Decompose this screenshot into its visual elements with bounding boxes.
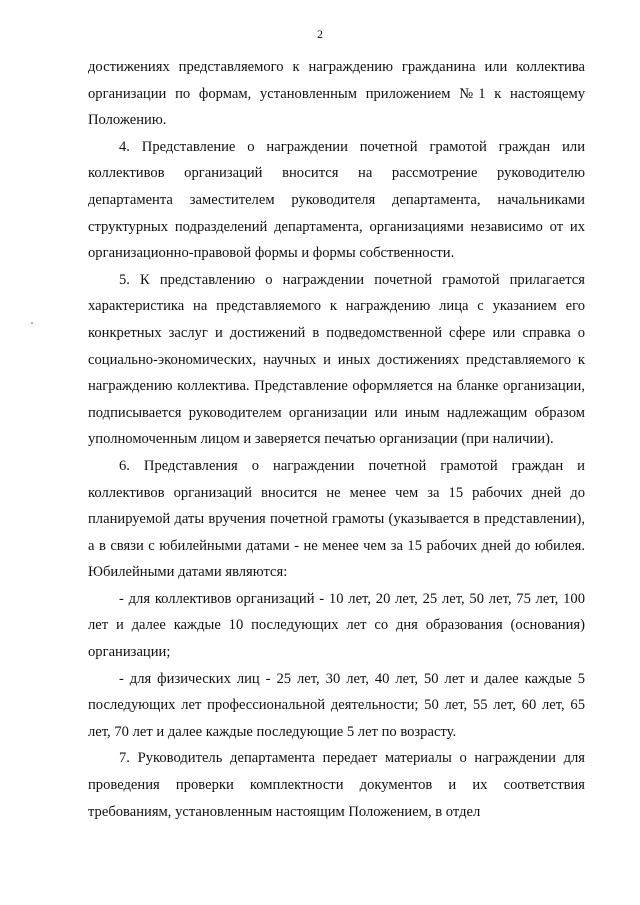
page-number: 2 [317, 27, 323, 41]
list-item-individuals: - для физических лиц - 25 лет, 30 лет, 40 лет, 50 лет и далее каждые 5 последующих лет профессиональной деятельности; 50 лет, 55 лет, 60 лет, 65 лет, 70 лет и далее каждые последующие 5 лет по возрасту. [88, 670, 585, 740]
paragraph-continuation: достижениях представляемого к награждению гражданина или коллектива организации по формам, установленным приложением №1 к настоящему Положению. [88, 59, 585, 129]
paragraph-item-7: 7. Руководитель департамента передает материалы о награждении для проведения проверки комплектности документов и их соответствия требованиям, установленным настоящим Положением, в отдел [88, 750, 585, 820]
margin-mark [31, 322, 33, 324]
document-body [88, 54, 585, 825]
paragraph-item-5: 5. К представлению о награждении почетной грамотой прилагается характеристика на представляемого к награждению лица с указанием его конкретных заслуг и достижений в подведомственной сфере или справка о социально-экономических, научных и иных достижениях представляемого к награждению коллектива. Представление оформляется на бланке организации, подписывается руководителем организации или иным надлежащим образом уполномоченным лицом и заверяется печатью организации (при наличии). [88, 271, 585, 448]
list-item-organizations: - для коллективов организаций - 10 лет, 20 лет, 25 лет, 50 лет, 75 лет, 100 лет и далее каждые 10 последующих лет со дня образования (основания) организации; [88, 590, 585, 661]
paragraph-item-4: 4. Представление о награждении почетной грамотой граждан или коллективов организаций вносится на рассмотрение руководителю департамента заместителем руководителя департамента, начальниками структурных подразделений департамента, организациями независимо от их организационно-правовой формы и формы собственности. [88, 138, 585, 262]
paragraph-item-6: 6. Представления о награждении почетной грамотой граждан и коллективов организаций вносится не менее чем за 15 рабочих дней до планируемой даты вручения почетной грамоты (указывается в представлении), а в связи с юбилейными датами - не менее чем за 15 рабочих дней до юбилея. Юбилейными датами являются: [88, 457, 585, 581]
